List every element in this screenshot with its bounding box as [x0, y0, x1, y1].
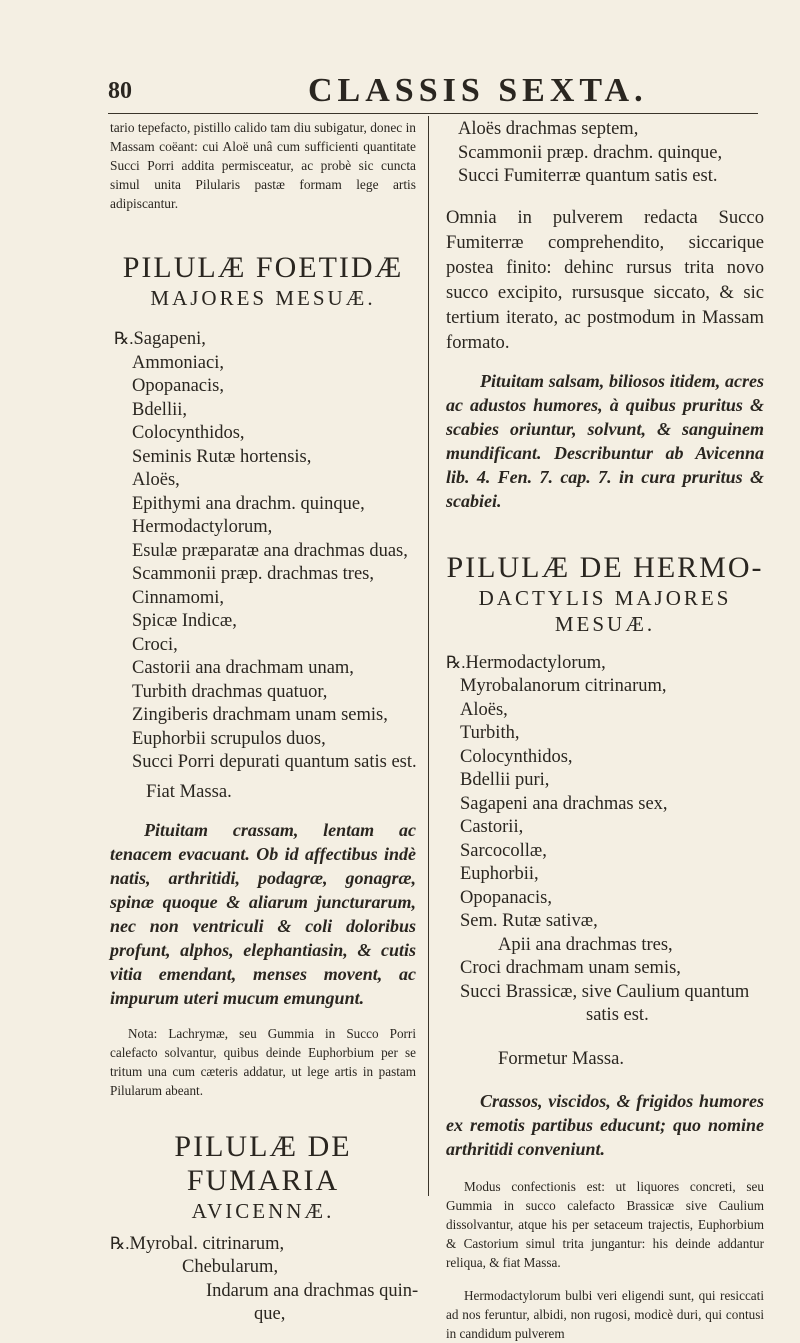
list-item: Croci, — [132, 634, 178, 655]
list-item: Bdellii, — [132, 399, 187, 420]
recipe-symbol: ℞. — [446, 652, 466, 672]
list-item: Euphorbii scrupulos duos, — [132, 728, 326, 749]
list-item: Chebularum, — [182, 1257, 279, 1277]
section-subtitle: DACTYLIS MAJORES — [478, 585, 732, 610]
intro-paragraph: tario tepefacto, pistillo calido tam diu subigatur, donec in Massam coëant: cui Aloë unâ cum sufficienti quantitate Succi Porri addita permisceatur, ac probè sic cuncta simul unita Pilularis pastæ formam lege artis adipiscantur. — [110, 120, 416, 211]
ingredient-list — [110, 1232, 419, 1327]
ingredient-list — [446, 651, 764, 1028]
list-item: Turbith drachmas quatuor, — [132, 681, 328, 702]
list-item: Myrobalanorum citrinarum, — [460, 676, 667, 696]
running-title: CLASSIS SEXTA. — [308, 72, 648, 109]
list-item: ℞.Sagapeni, — [114, 329, 206, 349]
nota-paragraph: Nota: Lachrymæ, seu Gummia in Succo Porri calefacto solvantur, quibus deinde Euphorbium per se tritum una cum cæteris addatur, ut lege artis in pastam Pilularum abeant. — [110, 1025, 416, 1098]
list-item: Croci drachmam unam semis, — [460, 958, 681, 978]
list-item: Aloës, — [460, 699, 508, 720]
page-header — [108, 72, 758, 112]
section-title: PILULÆ DE FUMARIA — [174, 1129, 352, 1197]
list-item: ℞.Hermodactylorum, — [446, 652, 606, 673]
list-item: que, — [254, 1304, 286, 1324]
list-item: Epithymi ana drachm. quinque, — [132, 493, 365, 514]
list-item: Apii ana drachmas tres, — [498, 934, 673, 955]
right-column — [446, 118, 764, 1343]
list-item: Spicæ Indicæ, — [132, 611, 237, 631]
uses-paragraph: Crassos, viscidos, & frigidos humores ex remotis partibus educunt; quo nomine arthritidi conveniunt. — [446, 1090, 764, 1159]
list-item: Zingiberis drachmam unam semis, — [132, 705, 388, 725]
hermodactyl-note: Hermodactylorum bulbi veri eligendi sunt, qui resiccati ad nos feruntur, albidi, non rugosi, modicè duri, qui contusi in candidum pulverem — [446, 1287, 764, 1341]
list-item: satis est. — [586, 1005, 649, 1025]
ingredient-list — [110, 327, 416, 775]
formetur-massa: Formetur Massa. — [498, 1047, 625, 1069]
uses-paragraph: Pituitam crassam, lentam ac tenacem evacuant. Ob id affectibus indè natis, arthritidi, podagræ, gonagræ, spinæ quoque & aliarum juncturarum, nec non ventriculi & coli doloribus profunt, alphos, elephantiasin, & cutis vitia emendant, menses movent, ac impurum uteri mucum emungunt. — [110, 819, 416, 1008]
list-item: Indarum ana drachmas quin- — [206, 1280, 419, 1301]
list-item: Colocynthidos, — [132, 423, 245, 443]
section-title: PILULÆ FOETIDÆ — [122, 251, 404, 284]
list-item: Ammoniaci, — [132, 352, 224, 373]
method-paragraph: Omnia in pulverem redacta Succo Fumiterræ comprehendito, siccarique postea finito: dehinc rursus trita novo succo excipito, rursusque siccato, & sic tertium iterato, ac postmodum in Massam formato. — [446, 206, 764, 353]
list-item: Aloës, — [132, 470, 180, 490]
section-subtitle: MAJORES MESUÆ. — [150, 286, 376, 310]
list-item: Sarcocollæ, — [460, 840, 547, 861]
method-note: Modus confectionis est: ut liquores concreti, seu Gummia in succo calefacto Brassicæ sive Caulium dissolvantur, atque his per setaceum trajectis, Euphorbium & Castorium simul trita jungantur: his deinde addantur reliqua, & fiat Massa. — [446, 1178, 764, 1270]
header-rule — [108, 113, 758, 114]
list-item: Succi Porri depurati quantum satis est. — [132, 752, 417, 772]
section-subtitle: MESUÆ. — [554, 611, 656, 636]
list-item: Castorii, — [460, 817, 524, 837]
list-item: Succi Fumiterræ quantum satis est. — [458, 166, 718, 186]
section-title: PILULÆ DE HERMO- — [446, 550, 764, 584]
list-item: Colocynthidos, — [460, 746, 573, 767]
list-item: ℞.Myrobal. citrinarum, — [110, 1233, 285, 1254]
list-item: Sagapeni ana drachmas sex, — [460, 793, 668, 814]
list-item: Succi Brassicæ, sive Caulium quantum — [460, 981, 750, 1002]
list-item: Scammonii præp. drachm. quinque, — [458, 142, 723, 163]
list-item: Sem. Rutæ sativæ, — [460, 911, 598, 931]
uses-paragraph: Pituitam salsam, biliosos itidem, acres ac adustos humores, à quibus pruritus & scabies oriuntur, solvunt, & sanguinem mundificant. Describuntur ab Avicenna lib. 4. Fen. 7. cap. 7. in cura pruritus & scabiei. — [446, 370, 764, 511]
recipe-symbol: ℞. — [110, 1233, 130, 1253]
list-item: Seminis Rutæ hortensis, — [132, 446, 312, 467]
list-item: Castorii ana drachmam unam, — [132, 658, 354, 678]
page-number: 80 — [108, 78, 132, 104]
list-item: Turbith, — [460, 723, 520, 743]
list-item: Cinnamomi, — [132, 587, 224, 608]
left-column — [110, 118, 419, 1327]
list-item: Aloës drachmas septem, — [458, 119, 639, 139]
fiat-massa: Fiat Massa. — [146, 780, 232, 802]
list-item: Scammonii præp. drachmas tres, — [132, 564, 374, 584]
list-item: Opopanacis, — [132, 376, 224, 396]
recipe-symbol: ℞. — [114, 329, 134, 348]
list-item: Euphorbii, — [460, 864, 539, 884]
list-item: Hermodactylorum, — [132, 517, 273, 537]
list-item: Bdellii puri, — [460, 770, 550, 790]
section-subtitle: AVICENNÆ. — [191, 1198, 335, 1223]
list-item: Esulæ præparatæ ana drachmas duas, — [132, 540, 408, 561]
column-divider — [428, 116, 429, 1196]
list-item: Opopanacis, — [460, 887, 552, 908]
ingredient-list — [446, 118, 764, 189]
